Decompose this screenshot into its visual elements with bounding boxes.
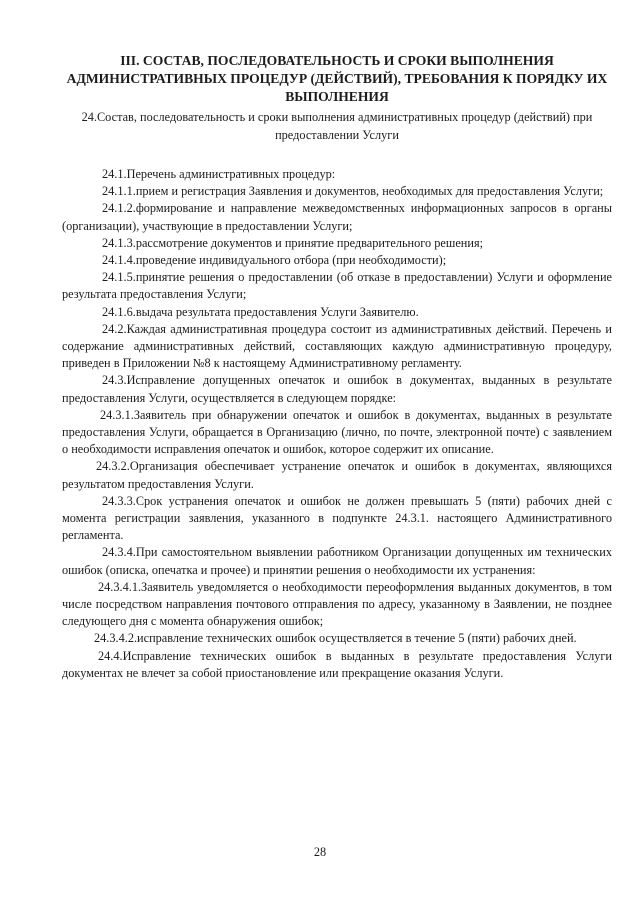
section-subtitle: 24.Состав, последовательность и сроки выполнения административных процедур (действий) при предоставлении Услуги <box>81 110 593 142</box>
paragraph-24-3-4-2: 24.3.4.2.исправление технических ошибок осуществляется в течение 5 (пяти) рабочих дней. <box>94 631 577 646</box>
section-title: III. СОСТАВ, ПОСЛЕДОВАТЕЛЬНОСТЬ И СРОКИ ВЫПОЛНЕНИЯ АДМИНИСТРАТИВНЫХ ПРОЦЕДУР (ДЕЙСТВИЙ), ТРЕБОВАНИЯ К ПОРЯДКУ ИХ ВЫПОЛНЕНИЯ <box>66 53 608 104</box>
paragraph-24-3: 24.3.Исправление допущенных опечаток и ошибок в документах, выданных в результате предоставления Услуги, осуществляется в следующем порядке: <box>62 373 612 405</box>
document-page <box>62 52 612 682</box>
paragraph-24-3-4-1: 24.3.4.1.Заявитель уведомляется о необходимости переоформления выданных документов, в том числе посредством направления почтового отправления по адресу, указанному в Заявлении, не позднее следующего дня с момента обнаружения ошибок; <box>62 579 612 629</box>
paragraph-24-1-4: 24.1.4.проведение индивидуального отбора (при необходимости); <box>102 253 447 268</box>
paragraph-24-3-1: 24.3.1.Заявитель при обнаружении опечаток и ошибок в документах, выданных в результате предоставления Услуги, обращается в Организацию (лично, по почте, электронной почте) с заявлением о необходимости исправления опечаток и ошибок, которое содержит их описание. <box>62 407 612 457</box>
paragraph-24-1-1: 24.1.1.прием и регистрация Заявления и документов, необходимых для предоставления Услуги; <box>102 184 604 199</box>
paragraph-24-1-2: 24.1.2.формирование и направление межведомственных информационных запросов в органы (организации), участвующие в предоставлении Услуги; <box>62 201 612 233</box>
paragraph-24-2: 24.2.Каждая административная процедура состоит из административных действий. Перечень и содержание административных действий, составляющих каждую административную процедуру, приведен в Приложении №8 к настоящему Административному регламенту. <box>62 321 612 371</box>
paragraph-24-1-5: 24.1.5.принятие решения о предоставлении (об отказе в предоставлении) Услуги и оформление результата предоставления Услуги; <box>62 270 612 302</box>
paragraph-24-1: 24.1.Перечень административных процедур: <box>102 167 336 181</box>
paragraph-24-1-6: 24.1.6.выдача результата предоставления Услуги Заявителю. <box>102 304 419 319</box>
paragraph-24-4: 24.4.Исправление технических ошибок в выданных в результате предоставления Услуги документах не влечет за собой приостановление или прекращение оказания Услуги. <box>62 648 612 680</box>
paragraph-24-3-2: 24.3.2.Организация обеспечивает устранение опечаток и ошибок в документах, являющихся результатом предоставления Услуги. <box>62 459 612 491</box>
paragraph-24-1-3: 24.1.3.рассмотрение документов и принятие предварительного решения; <box>102 235 484 250</box>
paragraph-24-3-4: 24.3.4.При самостоятельном выявлении работником Организации допущенных им технических ошибок (описка, опечатка и прочее) и принятии решения о необходимости их устранения: <box>62 545 612 577</box>
page-number: 28 <box>313 845 327 859</box>
paragraph-24-3-3: 24.3.3.Срок устранения опечаток и ошибок не должен превышать 5 (пяти) рабочих дней с момента регистрации заявления, указанного в подпункте 24.3.1. настоящего Административного регламента. <box>62 493 612 543</box>
